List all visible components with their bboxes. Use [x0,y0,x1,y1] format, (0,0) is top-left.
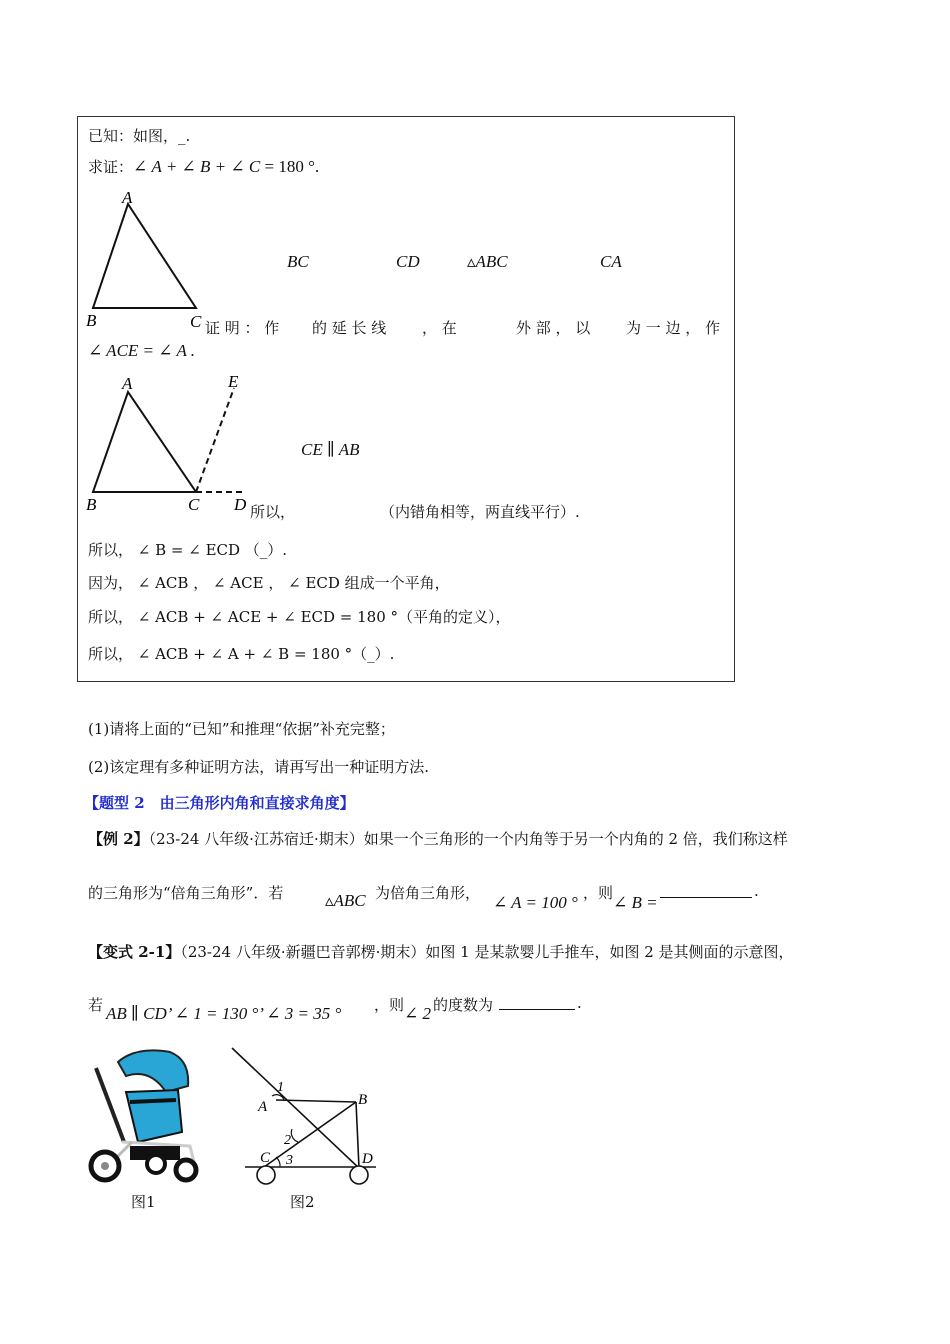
variant-2-1-line-1 [88,941,794,962]
figure-1-caption: 图1 [131,1193,156,1211]
proof-line-b-ecd: 所以， ∠ B = ∠ ECD （_）. [88,541,288,559]
ce-parallel-ab: CE ∥ AB [301,440,360,459]
example-2-end: . [754,882,759,900]
stroller-diagram [228,1044,384,1190]
label-b-diagram: B [358,1092,368,1108]
stroller-rear-leg [116,1142,132,1158]
label-d-diagram: D [362,1151,373,1167]
proof-part-4: 外 部 ， 以 [516,319,591,337]
label-c: C [190,312,202,331]
example-2-abc: ▵ABC [325,891,366,910]
float-ca: CA [600,252,622,271]
variant-2-1-end: . [577,994,582,1012]
line-handle [232,1048,361,1170]
float-bc: BC [287,252,309,271]
label-2: 2 [284,1133,291,1148]
example-2-text-2b: 为倍角三角形， [375,884,481,902]
figure-2-caption: 图2 [290,1193,315,1211]
proof-line-straight: 因为， ∠ ACB ， ∠ ACE ， ∠ ECD 组成一个平角， [88,574,450,592]
label-1: 1 [277,1080,284,1095]
float-abc: ▵ABC [467,252,508,271]
triangle-figure-2 [84,370,254,518]
so-line-1: 所以， [250,503,296,521]
label-a-2: A [122,374,133,393]
section-title: 【题型 2 由三角形内角和直接求角度】 [84,794,355,812]
triangle-abc [93,204,196,308]
variant-2-1-condition: AB ∥ CD’ ∠ 1 = 130 °’ ∠ 3 = 35 ° [106,1004,342,1023]
given-line: 已知：如图，_. [88,127,191,145]
proof-line-final: 所以， ∠ ACB + ∠ A + ∠ B = 180 °（_）. [88,645,395,663]
proof-part-1: 证 明 ： 作 [205,319,280,337]
arc-angle-2 [291,1129,298,1142]
label-a: A [122,188,133,207]
example-2-angle-b: ∠ B = [613,893,658,912]
variant-2-1-answer-blank[interactable] [499,995,575,1014]
proof-part-2: 的 延 长 线 [312,319,387,337]
variant-2-1-angle-2: ∠ 2 [404,1004,431,1023]
segment-bd [356,1102,359,1168]
stroller-bar [130,1100,176,1102]
variant-2-1-if: 若 [88,996,104,1014]
variant-2-1-text-1: （23-24 八年级·新疆巴音郭楞·期末）如图 1 是某款婴儿手推车，如图 2 是其侧面的示意图， [180,943,794,961]
prove-line: 求证：∠ A + ∠ B + ∠ C = 180 °. [88,157,320,176]
so-reason: （内错角相等，两直线平行）. [380,503,580,521]
stroller-seat [126,1090,182,1142]
label-3: 3 [286,1153,293,1168]
stroller-front-wheel [176,1160,196,1180]
triangle-abc-2 [93,392,196,492]
label-b-2: B [86,495,97,514]
example-2-angle-a: ∠ A = 100 ° [493,893,578,912]
example-2-line-1 [88,828,788,849]
question-1: (1)请将上面的“已知”和推理“依据”补充完整； [88,720,395,738]
ace-line: ∠ ACE = ∠ A . [88,341,196,360]
proof-line-sum: 所以， ∠ ACB + ∠ ACE + ∠ ECD = 180 °（平角的定义）， [88,608,511,626]
question-2: (2)该定理有多种证明方法，请再写出一种证明方法. [88,758,430,776]
segment-bc [264,1102,356,1167]
variant-2-1-tail: 的度数为 [433,996,494,1014]
example-2-label: 【例 2】 [88,830,149,848]
label-a-diagram: A [258,1099,268,1115]
wheel-d [350,1166,368,1184]
triangle-figure-1 [84,186,214,336]
example-2-text-2a: 的三角形为“倍角三角形”．若 [88,884,284,902]
variant-2-1-then: ，则 [374,996,405,1014]
proof-part-3: ， 在 [422,319,457,337]
label-d: D [234,495,247,514]
stroller-photo [86,1046,206,1188]
stroller-canopy [118,1050,188,1092]
variant-2-1-label: 【变式 2-1】 [88,943,181,961]
proof-part-5: 为 一 边 ， 作 [626,319,721,337]
stroller-handle [96,1068,124,1142]
example-2-text-1: （23-24 八年级·江苏宿迁·期末）如果一个三角形的一个内角等于另一个内角的 2 倍，我们称这样 [148,830,788,848]
example-2-text-2c: ，则 [583,884,614,902]
stroller-middle-wheel [147,1155,165,1173]
label-b: B [86,311,97,330]
label-e: E [228,372,239,391]
ray-ce [196,388,234,492]
wheel-c [257,1166,275,1184]
float-cd: CD [396,252,420,271]
example-2-answer-blank[interactable] [660,883,752,902]
label-c-2: C [188,495,200,514]
label-c-diagram: C [260,1150,271,1166]
stroller-rear-hub [101,1162,109,1170]
